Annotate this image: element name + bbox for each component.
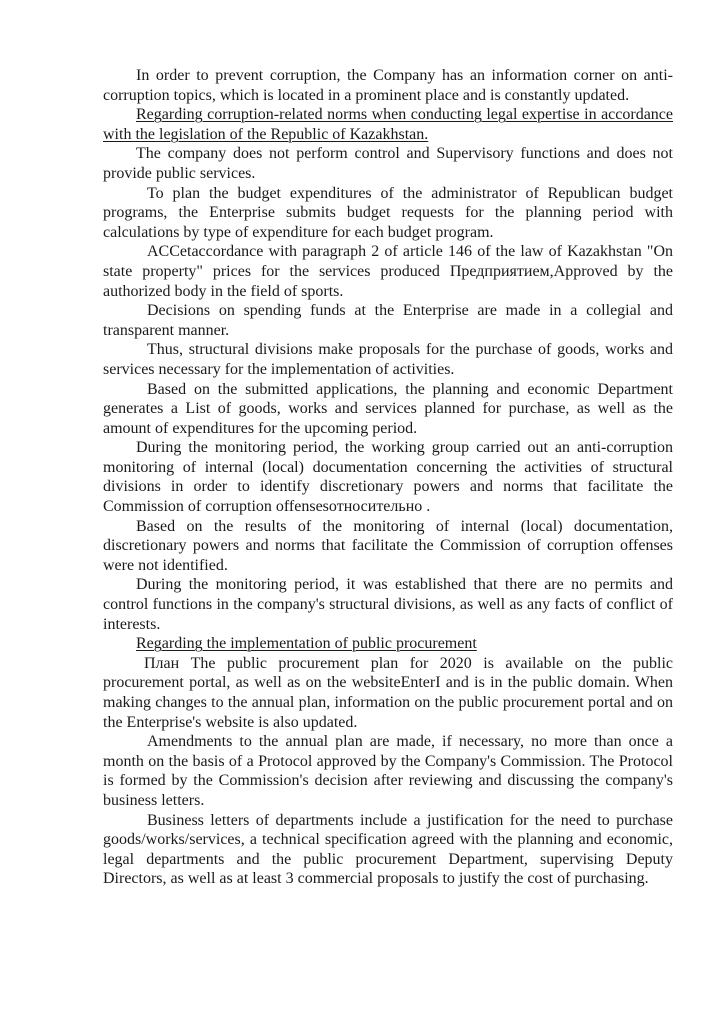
paragraph-state-property-law: ACCetaccordance with paragraph 2 of article 146 of the law of Kazakhstan "On state property" prices for the services produced Предприятием,Approved by the authorized body in the field of sports. xyxy=(103,243,673,300)
paragraph-budget-planning: To plan the budget expenditures of the administrator of Republican budget programs, the Enterprise submits budget requests for the planning period with calculations by type of expenditure for each budget program. xyxy=(103,184,673,241)
paragraph-no-control-functions: The company does not perform control and Supervisory functions and does not provide public services. xyxy=(103,145,673,182)
paragraph-procurement-plan-2020: План The public procurement plan for 2020 is available on the public procurement portal, as well as on the websiteEnterI and is in the public domain. When making changes to the annual plan, information on the public procurement portal and on the Enterprise's website is also updated. xyxy=(103,654,673,731)
paragraph-plan-amendments: Amendments to the annual plan are made, if necessary, no more than once a month on the basis of a Protocol approved by the Company's Commission. The Protocol is formed by the Commission's decision after reviewing and discussing the company's business letters. xyxy=(103,733,673,809)
heading-public-procurement xyxy=(103,634,673,654)
paragraph-planning-department-list: Based on the submitted applications, the planning and economic Department generates a List of goods, works and services planned for purchase, as well as the amount of expenditures for the upcoming period. xyxy=(103,380,673,437)
heading-legal-expertise xyxy=(103,105,673,144)
heading-public-procurement-text: Regarding the implementation of public procurement xyxy=(136,635,477,653)
paragraph-monitoring-results: Based on the results of the monitoring of internal (local) documentation, discretionary powers and norms that facilitate the Commission of corruption offenses were not identified. xyxy=(103,517,673,574)
paragraph-monitoring-documentation: During the monitoring period, the working group carried out an anti-corruption monitoring of internal (local) documentation concerning the activities of structural divisions in order to identify discretionary powers and norms that facilitate the Commission of corruption offensesотносительно . xyxy=(103,439,673,516)
paragraph-collegial-decisions: Decisions on spending funds at the Enterprise are made in a collegial and transparent manner. xyxy=(103,302,673,339)
paragraph-business-letters: Business letters of departments include a justification for the need to purchase goods/works/services, a technical specification agreed with the planning and economic, legal departments and the public procurement Department, supervising Deputy Directors, as well as at least 3 commercial proposals to justify the cost of purchasing. xyxy=(103,811,673,888)
heading-legal-expertise-text: Regarding corruption-related norms when conducting legal expertise in accordance with the legislation of the Republic of Kazakhstan. xyxy=(103,106,673,143)
document-page xyxy=(103,66,673,889)
paragraph-structural-proposals: Thus, structural divisions make proposals for the purchase of goods, works and services necessary for the implementation of activities. xyxy=(103,341,673,378)
paragraph-info-corner: In order to prevent corruption, the Company has an information corner on anti-corruption topics, which is located in a prominent place and is constantly updated. xyxy=(103,67,673,104)
paragraph-no-permits: During the monitoring period, it was established that there are no permits and control functions in the company's structural divisions, as well as any facts of conflict of interests. xyxy=(103,576,673,633)
